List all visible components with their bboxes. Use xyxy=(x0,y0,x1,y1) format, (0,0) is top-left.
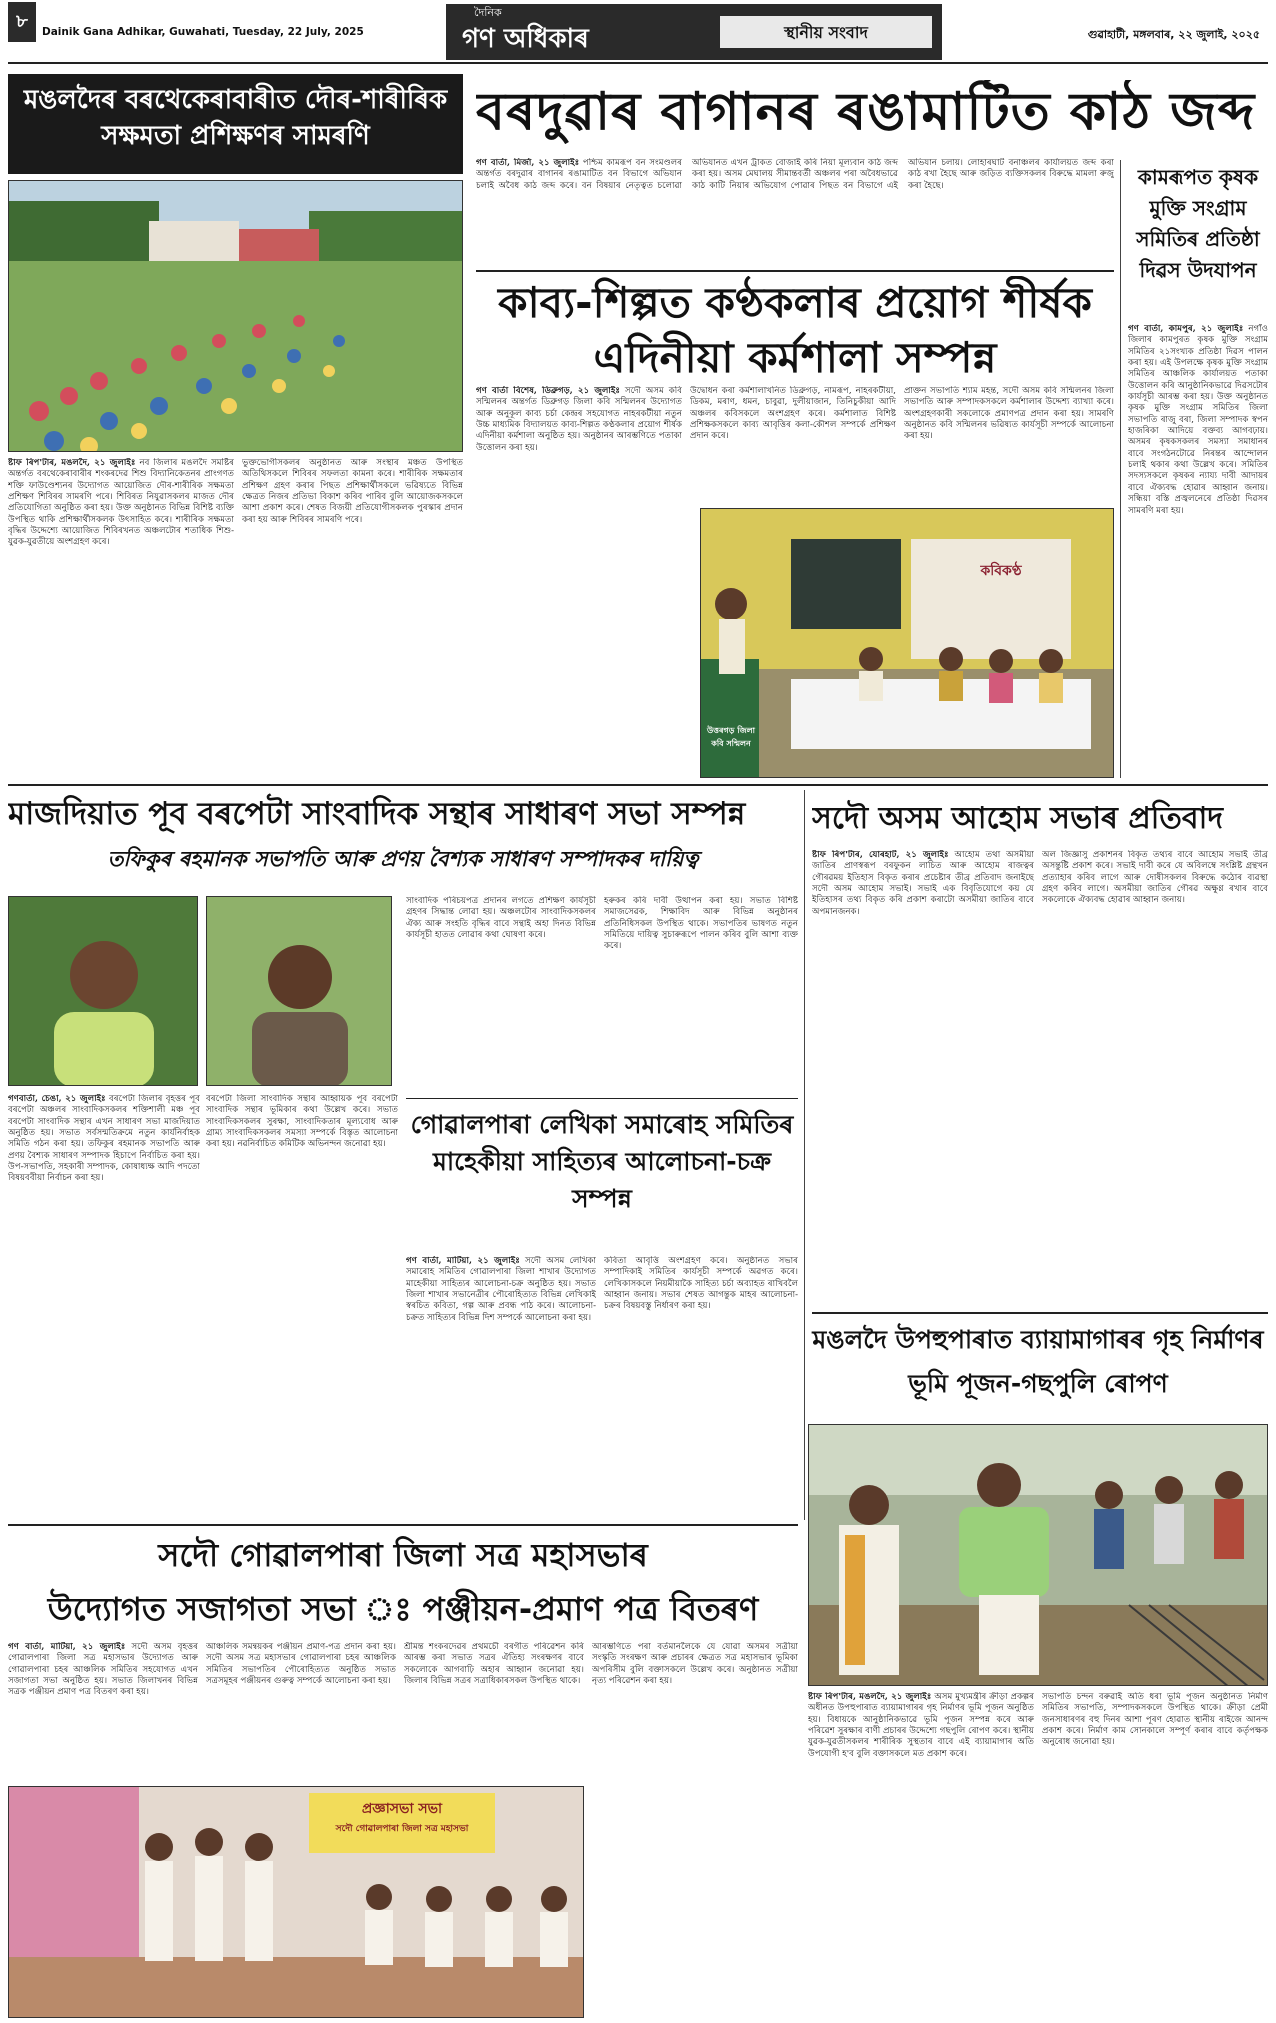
krishak-body-text: নগাঁও জিলাৰ কামপুৰত কৃষক মুক্তি সংগ্ৰাম সমিতিৰ ২১সংখ্যক প্ৰতিষ্ঠা দিৱস পালন কৰা হয়। এই উপলক্ষে কৃষক মুক্তি সংগ্ৰাম সমিতিৰ আঞ্চলিক কাৰ্যালয়ত পতাকা উত্তোলন কৰি আনুষ্ঠানিকভাৱে দিৱসটোৰ কাৰ্যসূচী আৰম্ভ কৰা হয়। উক্ত অনুষ্ঠানত কৃষক মুক্তি সংগ্ৰাম সমিতিৰ জিলা সভাপতি ৰাজু বৰা, জিলা সম্পাদক স্বপন হাজৰিকা আদিয়ে বক্তব্য আগবঢ়ায়। অসমৰ কৃষকসকলৰ সমস্যা সমাধানৰ বাবে সংগঠনটোৱে নিৰন্তৰ আন্দোলন চলাই থকাৰ কথা উল্লেখ কৰে। সমিতিৰ সদস্যসকলে কৃষকৰ ন্যায্য দাবী আদায়ৰ বাবে ঐক্যবদ্ধ হোৱাৰ আহ্বান জনায়। সন্ধিয়া বস্তি প্ৰজ্বলনেৰে প্ৰতিষ্ঠা দিৱসৰ সামৰণি মৰা হয়। xyxy=(1128,324,1268,516)
training-col1 xyxy=(8,458,234,778)
press-col3: সাংবাদিক পৰিচয়পত্ৰ প্ৰদানৰ লগতে প্ৰশিক্ষণ কাৰ্যসূচী গ্ৰহণৰ সিদ্ধান্ত লোৱা হয়। অঞ্চলটোৰ সাংবাদিকসকলৰ ঐক্য আৰু সংহতি বৃদ্ধিৰ বাবে সন্থাই অহা দিনত বিভিন্ন কাৰ্যসূচী হাতত লোৱাৰ কথা ঘোষণা কৰে। xyxy=(406,896,596,941)
press-col1-text: বৰপেটা জিলাৰ বৃহত্তৰ পূব বৰপেটা অঞ্চলৰ সাংবাদিকসকলৰ শক্তিশালী মঞ্চ পূব বৰপেটা সাংবাদিক সন্থাৰ এখন সাধাৰণ সভা মাজদিয়াত অনুষ্ঠিত হয়। সভাত সৰ্বসন্মতিক্ৰমে নতুন কাৰ্যনিৰ্বাহক সমিতি গঠন কৰা হয়। তফিকুৰ ৰহমানক সভাপতি আৰু প্ৰণয় বৈশ্যক সাধাৰণ সম্পাদক হিচাপে নিৰ্বাচিত কৰা হয়। উপ-সভাপতি, সহকাৰী সম্পাদক, কোষাধ্যক্ষ আদি পদতো বিষয়ববীয়া নিৰ্বাচন কৰা হয়। xyxy=(8,1094,200,1184)
kavya-banner-sub: উত্তৰগড় জিলা কবি সন্মিলন xyxy=(707,726,755,748)
krishak-body xyxy=(1128,324,1268,778)
mid-rule-1 xyxy=(8,784,1268,786)
ahom-headline: সদৌ অসম আহোম সভাৰ প্ৰতিবাদ xyxy=(812,801,1224,836)
kavya-col1-text: সদৌ অসম কবি সন্মিলনৰ অন্তৰ্গত ডিব্ৰুগড় জিলা কবি সন্মিলনৰ উদ্যোগত আৰু অনুকূল কাব্য চৰ্চা কেন্দ্ৰৰ সহযোগত নাহৰকটীয়া নতুন উচ্চ মাধ্যমিক বিদ্যালয়ত কাব্য-শিল্পত কণ্ঠকলাৰ প্ৰয়োগ শীৰ্ষক এদিনীয়া কৰ্মশালা অনুষ্ঠিত হয়। অনুষ্ঠানৰ আৰম্ভণিতে পতাকা উত্তোলন কৰা হয়। xyxy=(476,386,682,453)
training-dateline: ষ্টাফ ৰিপ'টাৰ, মঙলদৈ, ২১ জুলাইঃ xyxy=(8,458,136,468)
satra-banner-sub: সদৌ গোৱালপাৰা জিলা সত্ৰ মহাসভা xyxy=(335,1824,469,1834)
press-photo-2 xyxy=(206,896,392,1086)
gym-headline: মঙলদৈ উপহুপাৰাত ব্যায়ামাগাৰৰ গৃহ নিৰ্মাণৰ ভূমি পূজন-গছপুলি ৰোপণ xyxy=(812,1325,1264,1398)
satra-headline-line1: সদৌ গোৱালপাৰা জিলা সত্ৰ মহাসভাৰ xyxy=(158,1536,648,1574)
satra-headline-line2: উদ্যোগত সজাগতা সভা ঃ পঞ্জীয়ন-প্ৰমাণ পত্ৰ বিতৰণ xyxy=(47,1590,759,1628)
satra-col1 xyxy=(8,1642,198,1782)
lekhika-col2: কবিতা আবৃত্তি অংশগ্ৰহণ কৰে। অনুষ্ঠানত সভাৰ সম্পাদিকাই সমিতিৰ কাৰ্যসূচী সম্পৰ্কে অৱগত কৰে। লেখিকাসকলে নিয়মীয়াকৈ সাহিত্য চৰ্চা অব্যাহত ৰাখিবলৈ আহ্বান জনায়। সভাৰ শেষত আগন্তুক মাহৰ আলোচনা-চক্ৰৰ বিষয়বস্তু নিৰ্ধাৰণ কৰা হয়। xyxy=(604,1256,798,1312)
kavya-top-rule xyxy=(476,270,1114,272)
masthead-rule xyxy=(8,62,1268,64)
krishak-dateline: গণ বাৰ্তা, কামপুৰ, ২১ জুলাইঃ xyxy=(1128,324,1244,334)
press-col2: বৰপেটা জিলা সাংবাদিক সন্থাৰ আহ্বায়ক পূব বৰপেটা সাংবাদিক সন্থাৰ ভূমিকাৰ কথা উল্লেখ কৰে। সভাত সাংবাদিকসকলৰ সুৰক্ষা, সাংবাদিকতাৰ মূল্যবোধ আৰু গ্ৰাম্য সাংবাদিকসকলৰ সমস্যা সম্পৰ্কে বিস্তৃত আলোচনা কৰা হয়। নৱনিৰ্বাচিত কমিটিক অভিনন্দন জনোৱা হয়। xyxy=(206,1094,398,1150)
kavya-col2: উদ্বোধন কৰা কৰ্মশালাখনিত ডিব্ৰুগড়, নামৰূপ, নাহৰকটীয়া, ডিকম, মৰাণ, ধমন, চাবুৱা, দুলীয়াজান, তিনিচুকীয়া আদি অঞ্চলৰ কবিসকলে অংশগ্ৰহণ কৰে। কৰ্মশালাত বিশিষ্ট প্ৰশিক্ষকসকলে কাব্য আবৃত্তিৰ কলা-কৌশল সম্পৰ্কে প্ৰশিক্ষণ প্ৰদান কৰে। xyxy=(690,386,896,442)
press-photo-1-illustration xyxy=(9,897,198,1086)
gym-col2: সভাপতি চন্দন বৰুৱাই অতি ধৰা ভূমি পূজন অনুষ্ঠানত নিৰ্মাণ সমিতিৰ সভাপতি, সম্পাদকসকলে উপস্থিত থাকে। ক্ৰীড়া প্ৰেমী জনসাধাৰণৰ বহু দিনৰ আশা পূৰণ হোৱাত স্থানীয় ৰাইজে আনন্দ প্ৰকাশ কৰে। নিৰ্মাণ কাম সোনকালে সম্পূৰ্ণ কৰাৰ বাবে কৰ্তৃপক্ষক অনুৰোধ জনোৱা হয়। xyxy=(1042,1692,1268,1748)
kavya-dateline: গণ বাৰ্তা বিশেষ, ডিব্ৰুগড়, ২১ জুলাইঃ xyxy=(476,386,620,396)
satra-col1-text: সদৌ অসম বৃহত্তৰ গোৱালপাৰা জিলা সত্ৰ মহাসভাৰ উদ্যোগত আৰু গোৱালপাৰা চহৰ আঞ্চলিক সমিতিৰ সহযোগত এখন সজাগতা সভা অনুষ্ঠিত হয়। সভাত জিলাখনৰ বিভিন্ন সত্ৰক পঞ্জীয়ন প্ৰমাণ পত্ৰ বিতৰণ কৰা হয়। xyxy=(8,1642,198,1698)
gym-col1-text: অসম মুখ্যমন্ত্ৰীৰ ক্ৰীড়া প্ৰকল্পৰ অধীনত উপহুপাৰাত ব্যায়ামাগাৰৰ গৃহ নিৰ্মাণৰ ভূমি পূজন অনুষ্ঠিত হয়। বিধায়কে আনুষ্ঠানিকভাৱে ভূমি পূজন সম্পন্ন কৰে আৰু পৰিৱেশ সুৰক্ষাৰ বাণী প্ৰচাৰৰ উদ্দেশ্যে গছপুলি ৰোপণ কৰে। স্থানীয় যুৱক-যুৱতীসকলৰ শাৰীৰিক সুস্থতাৰ বাবে এই ব্যায়ামাগাৰ অতি উপযোগী হ'ব বুলি বক্তাসকলে মত প্ৰকাশ কৰে। xyxy=(808,1692,1034,1759)
kavya-col1 xyxy=(476,386,682,778)
lekhika-top-rule xyxy=(406,1098,798,1099)
training-col1-text: নব জিলাৰ মঙলদৈ সমষ্টিৰ অন্তৰ্গত বৰথেকেৰাবাৰীৰ শংকৰদেৱ শিশু বিদ্যানিকেতনৰ প্ৰাংগণত শক্তি ফাউণ্ডেশ্যনৰ উদ্যোগত আয়োজিত দৌৰ-শাৰীৰিক সক্ষমতা প্ৰশিক্ষণ শিবিৰৰ সামৰণি পৰে। শিবিৰত নিযুৱাসকলৰ মাজত দৌৰ প্ৰতিযোগিতা অনুষ্ঠিত কৰা হয়। উক্ত অনুষ্ঠানত বিভিন্ন বিশিষ্ট ব্যক্তি উপস্থিত থাকি প্ৰশিক্ষাৰ্থীসকলক উৎসাহিত কৰে। শাৰীৰিক সক্ষমতা বৃদ্ধিৰ উদ্দেশ্যে আয়োজিত শিবিৰখনত অঞ্চলটোৰ শতাধিক শিশু-যুৱক-যুৱতীয়ে অংশগ্ৰহণ কৰে। xyxy=(8,458,234,548)
satra-photo xyxy=(8,1786,584,2018)
timber-body xyxy=(476,158,1114,266)
gym-dateline: ষ্টাফ ৰিপ'টাৰ, মঙলদৈ, ২১ জুলাইঃ xyxy=(808,1692,932,1702)
press-col4: হৰুকৰ কৰি দাবী উত্থাপন কৰা হয়। সভাত বিশিষ্ট সমাজসেৱক, শিক্ষাবিদ আৰু বিভিন্ন অনুষ্ঠানৰ প্ৰতিনিধিসকল উপস্থিত থাকে। সভাপতিৰ ভাষণত নতুন সমিতিয়ে দায়িত্ব সুচাৰুৰূপে পালন কৰিব বুলি আশা ব্যক্ত কৰে। xyxy=(604,896,798,952)
satra-top-rule xyxy=(8,1524,798,1526)
satra-col3: শ্ৰীমন্ত শংকৰদেৱৰ প্ৰথমচৌ বৰগীত পৰিৱেশন কৰি আৰম্ভ কৰা সভাত সত্ৰৰ ঐতিহ্য সংৰক্ষণৰ বাবে সকলোকে আগবাঢ়ি অহাৰ আহ্বান জনোৱা হয়। জিলাৰ বিভিন্ন সত্ৰৰ সত্ৰাধিকাৰসকল উপস্থিত থাকে। xyxy=(404,1642,584,1687)
press-headline: মাজদিয়াত পূব বৰপেটা সাংবাদিক সন্থাৰ সাধাৰণ সভা সম্পন্ন xyxy=(8,796,746,832)
page-number: ৮ xyxy=(16,11,28,32)
masthead-left-info: Dainik Gana Adhikar, Guwahati, Tuesday, 22 July, 2025 xyxy=(42,26,364,38)
lekhika-col1-text: সদৌ অসম লেখিকা সমাৰোহ সমিতিৰ গোৱালপাৰা জিলা শাখাৰ উদ্যোগত মাহেকীয়া সাহিত্যৰ আলোচনা-চক্ৰ অনুষ্ঠিত হয়। সভাত জিলা শাখাৰ সভানেত্ৰীৰ পৌৰোহিত্যত বিভিন্ন লেখিকাই স্বৰচিত কবিতা, গল্প আৰু প্ৰবন্ধ পাঠ কৰে। আলোচনা-চক্ৰত সাহিত্যৰ বিভিন্ন দিশ সম্পৰ্কে আলোচনা কৰা হয়। xyxy=(406,1256,596,1323)
training-photo xyxy=(8,180,463,452)
gym-top-rule xyxy=(812,1312,1268,1314)
ahom-dateline: ষ্টাফ ৰিপ'টাৰ, যোৰহাট, ২১ জুলাইঃ xyxy=(812,850,949,860)
satra-photo-illustration xyxy=(9,1787,584,2018)
kavya-banner-text: কবিকণ্ঠ xyxy=(980,563,1022,579)
kavya-headline: কাব্য-শিল্পত কণ্ঠকলাৰ প্ৰয়োগ শীৰ্ষক এদিনীয়া কৰ্মশালা সম্পন্ন xyxy=(498,278,1092,382)
section-label: স্থানীয় সংবাদ xyxy=(784,23,868,42)
satra-col4: আৰম্ভণিতে পৰা বৰ্তমানলৈকে যে যোৱা অসমৰ সত্ৰীয়া সংস্কৃতি সংৰক্ষণ আৰু প্ৰচাৰৰ ক্ষেত্ৰত সত্ৰ মহাসভাৰ ভূমিকা অপৰিসীম বুলি বক্তাসকলে উল্লেখ কৰে। অনুষ্ঠানত সত্ৰীয়া নৃত্য পৰিৱেশন কৰা হয়। xyxy=(592,1642,798,1687)
timber-dateline: গণ বাৰ্তা, মিৰ্জা, ২১ জুলাইঃ xyxy=(476,158,580,168)
gym-photo-illustration xyxy=(809,1425,1268,1686)
lekhika-col1 xyxy=(406,1256,596,1518)
ahom-col1-text: আহোম তথা অসমীয়া জাতিৰ প্ৰাণস্বৰূপ বৰফুকন লাচিত আৰু আহোম ৰাজত্বৰ গৌৰৱময় ইতিহাস বিকৃত কৰাৰ প্ৰচেষ্টাৰ তীব্ৰ প্ৰতিবাদ জনাইছে সদৌ অসম আহোম সভাই। সভাই এক বিবৃতিযোগে কয় যে ইতিহাসৰ তথ্য বিকৃত কৰি প্ৰকাশ কৰাটো অসমীয়া জাতিৰ বাবে অপমানজনক। xyxy=(812,850,1034,917)
kavya-photo xyxy=(700,508,1114,778)
krishak-divider xyxy=(1120,160,1121,778)
press-dateline: গণবাৰ্তা, চেঙা, ২১ জুলাইঃ xyxy=(8,1094,106,1104)
press-subhead: তফিকুৰ ৰহমানক সভাপতি আৰু প্ৰণয় বৈশ্যক সাধাৰণ সম্পাদকৰ দায়িত্ব xyxy=(107,847,699,871)
kavya-photo-illustration xyxy=(701,509,1114,778)
timber-headline: বৰদুৱাৰ বাগানৰ ৰঙামাটিত কাঠ জব্দ xyxy=(476,82,1256,142)
training-photo-illustration xyxy=(9,181,463,452)
ahom-col2: অল জিজ্ঞাসু প্ৰকাশনৰ বিকৃত তথ্যৰ বাবে আহোম সভাই তীব্ৰ অসন্তুষ্টি প্ৰকাশ কৰে। সভাই দাবী কৰে যে অবিলম্বে সংশ্লিষ্ট গ্ৰন্থখন প্ৰত্যাহাৰ কৰিব লাগে আৰু দোষীসকলৰ বিৰুদ্ধে কঠোৰ ব্যৱস্থা গ্ৰহণ কৰিব লাগে। অসমীয়া জাতিৰ গৌৰৱ অক্ষুণ্ণ ৰখাৰ বাবে সকলোকে ঐক্যবদ্ধ হোৱাৰ আহ্বান জনায়। xyxy=(1042,850,1268,906)
ahom-divider xyxy=(804,790,805,1520)
timber-body-text: পশ্চিম কামৰূপ বন সংমণ্ডলৰ অন্তৰ্গত বৰদুৱাৰ বাগানৰ ৰঙামাটিত বন বিভাগে অভিযান চলাই অবৈধ কাঠ জব্দ কৰে। বন বিষয়াৰ নেতৃত্বত চলোৱা অভিযানত এখন ট্ৰাকত বোজাই কৰি নিয়া মূল্যবান কাঠ জব্দ কৰা হয়। অসম মেঘালয় সীমান্তবৰ্তী অঞ্চলৰ পৰা অবৈধভাৱে কাঠ কাটি নিয়াৰ অভিযোগ পোৱাৰ পিছত বন বিভাগে এই অভিযান চলায়। লোহাৰঘাট বনাঞ্চলৰ কাৰ্যালয়ত জব্দ কৰা কাঠ ৰখা হৈছে আৰু জড়িত ব্যক্তিসকলৰ বিৰুদ্ধে মামলা ৰুজু কৰা হৈছে। xyxy=(476,158,1114,191)
gym-col1 xyxy=(808,1692,1034,2018)
satra-col2: আঞ্চলিক সমন্বয়কৰ পঞ্জীয়ন প্ৰমাণ-পত্ৰ প্ৰদান কৰা হয়। সদৌ অসম সত্ৰ মহাসভাৰ গোৱালপাৰা চহৰ আঞ্চলিক সমিতিৰ সভাপতিৰ পৌৰোহিত্যত অনুষ্ঠিত সভাত সত্ৰসমূহৰ পঞ্জীয়নৰ গুৰুত্ব সম্পৰ্কে আলোচনা কৰা হয়। xyxy=(206,1642,396,1687)
lekhika-dateline: গণ বাৰ্তা, মাটিয়া, ২১ জুলাইঃ xyxy=(406,1256,520,1266)
ahom-col1 xyxy=(812,850,1034,1310)
kavya-col3: প্ৰাক্তন সভাপতি শ্যাম মহন্ত, সদৌ অসম কবি সন্মিলনৰ জিলা সভাপতি আৰু সম্পাদকসকলে কৰ্মশালাৰ উদ্দেশ্য ব্যাখ্যা কৰে। অংশগ্ৰহণকাৰী সকলোকে প্ৰমাণপত্ৰ প্ৰদান কৰা হয়। সামৰণি অনুষ্ঠানত কবি সন্মিলনৰ ভৱিষ্যত কাৰ্যসূচী সম্পৰ্কে আলোচনা কৰা হয়। xyxy=(904,386,1114,442)
gym-photo xyxy=(808,1424,1268,1686)
training-col2: ভুক্তভোগীসকলৰ অনুষ্ঠানত আৰু সংস্থাৰ মঞ্চত উপস্থিত অতিথিসকলে শিবিৰৰ সফলতা কামনা কৰে। শাৰীৰিক সক্ষমতাৰ প্ৰশিক্ষণ গ্ৰহণ কৰাৰ পিছত প্ৰশিক্ষাৰ্থীসকলে ভৱিষ্যতে বিভিন্ন ক্ষেত্ৰত নিজৰ প্ৰতিভা বিকাশ কৰিব পাৰিব বুলি আয়োজকসকলে আশা প্ৰকাশ কৰে। শেষত বিজয়ী প্ৰতিযোগীসকলক পুৰস্কাৰ প্ৰদান কৰা হয় আৰু শিবিৰৰ সামৰণি পৰে। xyxy=(242,458,463,525)
satra-dateline: গণ বাৰ্তা, মাটিয়া, ২১ জুলাইঃ xyxy=(8,1642,126,1652)
logo-text: গণ অধিকাৰ xyxy=(462,24,589,54)
press-col1 xyxy=(8,1094,200,1518)
press-photo-1 xyxy=(8,896,198,1086)
lekhika-headline: গোৱালপাৰা লেখিকা সমাৰোহ সমিতিৰ মাহেকীয়া সাহিত্যৰ আলোচনা-চক্ৰ সম্পন্ন xyxy=(410,1110,794,1213)
press-photo-2-illustration xyxy=(207,897,392,1086)
krishak-headline: কামৰূপত কৃষক মুক্তি সংগ্ৰাম সমিতিৰ প্ৰতিষ্ঠা দিৱস উদযাপন xyxy=(1136,165,1260,282)
logo-small-text: দৈনিক xyxy=(474,6,502,19)
masthead xyxy=(0,0,1276,62)
masthead-right-info: গুৱাহাটী, মঙ্গলবাৰ, ২২ জুলাই, ২০২৫ xyxy=(1087,28,1260,41)
training-headline: মঙলদৈৰ বৰথেকেৰাবাৰীত দৌৰ-শাৰীৰিক সক্ষমতা প্ৰশিক্ষণৰ সামৰণি xyxy=(23,85,448,152)
satra-banner-text: প্ৰজ্ঞাসভা সভা xyxy=(361,1801,443,1817)
